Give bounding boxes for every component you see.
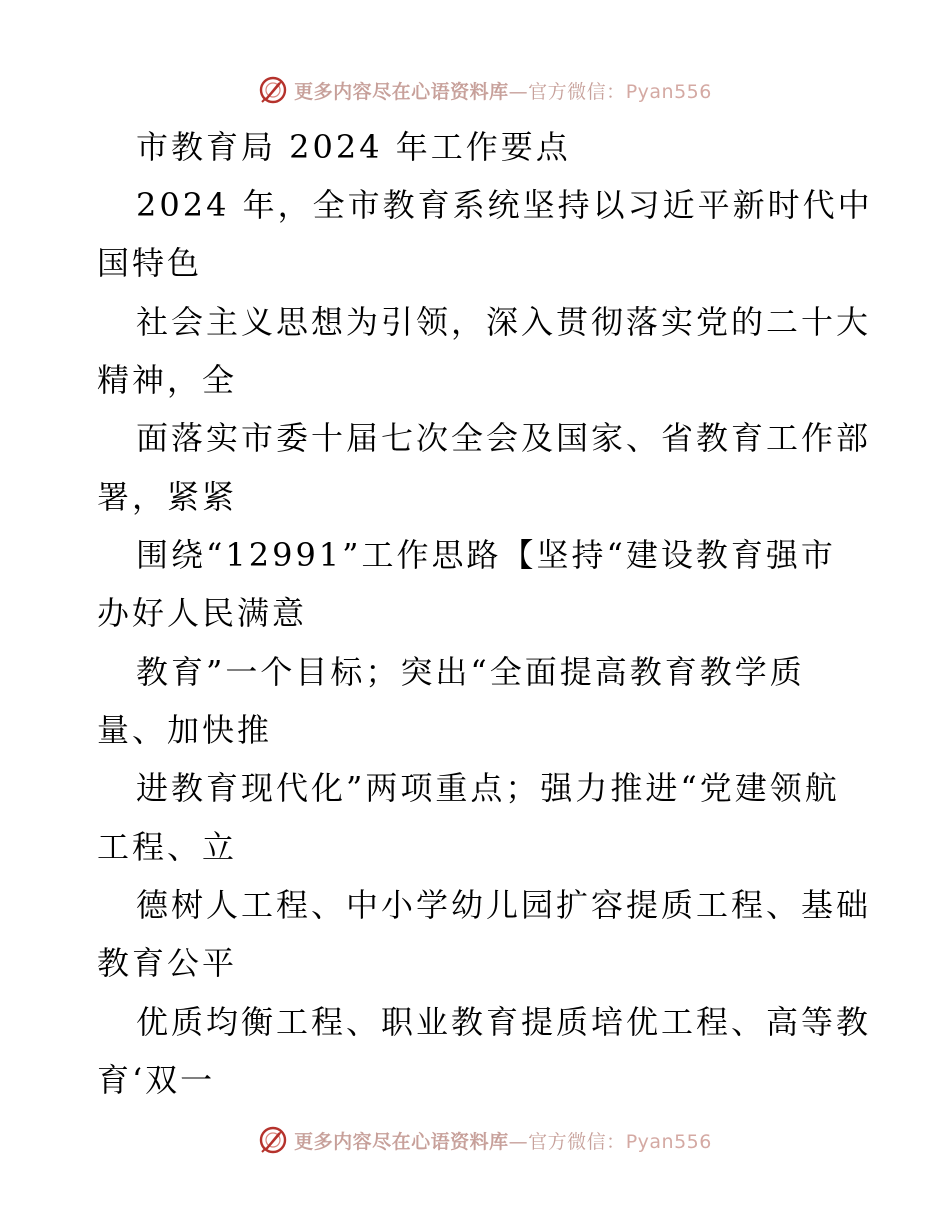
quill-logo-icon <box>258 1125 288 1155</box>
document-line: 国特色 <box>97 244 203 282</box>
document-line: 2024 年，全市教育系统坚持以习近平新时代中 <box>136 186 873 224</box>
banner-wechat-id: Pyan556 <box>625 1130 712 1153</box>
document-line: 育‘双一 <box>97 1061 216 1099</box>
document-line: 德树人工程、中小学幼儿园扩容提质工程、基础 <box>136 886 872 924</box>
banner-dash: — <box>508 80 529 103</box>
banner-wechat-id: Pyan556 <box>625 80 712 103</box>
footer-banner-text <box>294 1127 712 1154</box>
document-line: 围绕“12991”工作思路【坚持“建设教育强市 <box>136 536 836 574</box>
document-line: 进教育现代化”两项重点；强力推进“党建领航 <box>136 769 840 807</box>
document-line: 教育”一个目标；突出“全面提高教育教学质 <box>136 653 805 691</box>
document-line: 面落实市委十届七次全会及国家、省教育工作部 <box>136 419 872 457</box>
banner-label: 官方微信： <box>528 1130 626 1153</box>
banner-dash: — <box>508 1130 529 1153</box>
footer-banner <box>0 1120 950 1160</box>
document-title: 市教育局 2024 年工作要点 <box>136 128 571 166</box>
document-line: 优质均衡工程、职业教育提质培优工程、高等教 <box>136 1003 872 1041</box>
document-line: 教育公平 <box>97 944 238 982</box>
document-line: 社会主义思想为引领，深入贯彻落实党的二十大 <box>136 303 872 341</box>
document-line: 精神，全 <box>97 361 238 399</box>
footer-banner-content <box>258 1125 712 1155</box>
banner-label: 官方微信： <box>528 80 626 103</box>
document-line: 办好人民满意 <box>97 594 308 632</box>
banner-main-text: 更多内容尽在心语资料库 <box>294 80 509 103</box>
banner-main-text: 更多内容尽在心语资料库 <box>294 1130 509 1153</box>
document-line: 署，紧紧 <box>97 478 238 516</box>
document-line: 量、加快推 <box>97 711 273 749</box>
document-line: 工程、立 <box>97 828 238 866</box>
